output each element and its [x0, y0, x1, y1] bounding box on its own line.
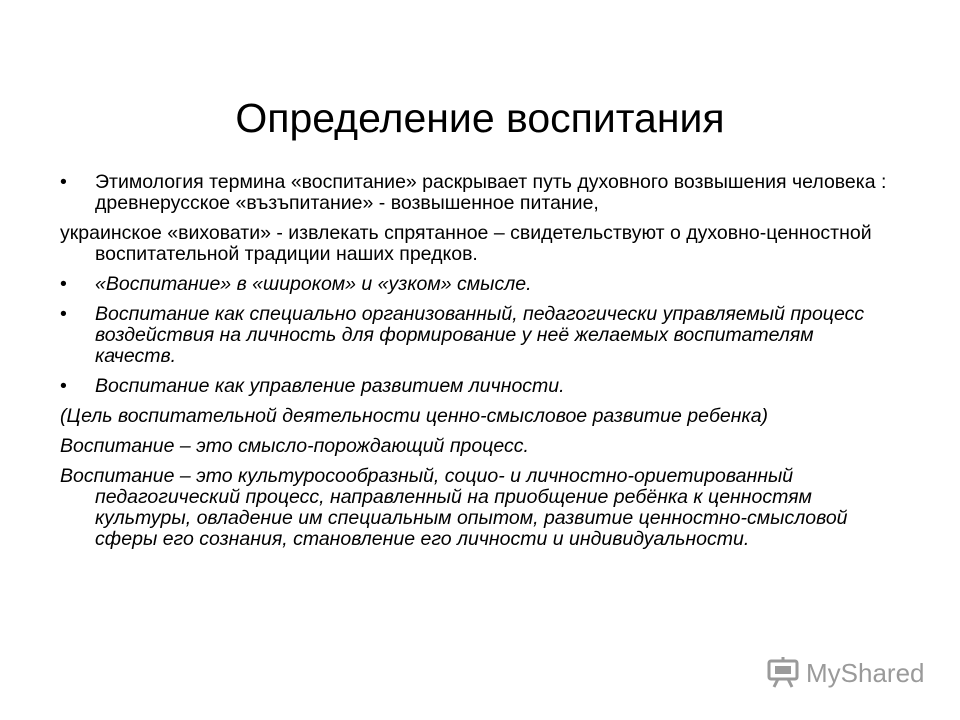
- paragraph-meaning-process: [60, 436, 900, 457]
- bullet-paragraph-broad-narrow: [60, 274, 900, 295]
- presentation-board-icon: [766, 656, 800, 690]
- paragraph-text: Воспитание – это смысло-порождающий процесс.: [60, 435, 529, 457]
- paragraph-text: Этимология термина «воспитание» раскрывает путь духовного возвышения человека : древнерусское «възъпитание» - возвышенное питание,: [95, 171, 887, 214]
- myshared-watermark: [766, 655, 925, 691]
- bullet-marker: •: [60, 273, 67, 295]
- paragraph-text: (Цель воспитательной деятельности ценно-смысловое развитие ребенка): [60, 405, 769, 427]
- paragraph-ukrainian: [60, 223, 900, 265]
- bullet-paragraph-management: [60, 376, 900, 397]
- bullet-marker: •: [60, 171, 67, 193]
- bullet-paragraph-etymology: [60, 172, 900, 214]
- bullet-marker: •: [60, 375, 67, 397]
- paragraph-text: украинское «виховати» - извлекать спрятанное – свидетельствуют о духовно-ценностной воспитательной традиции наших предков.: [60, 222, 872, 265]
- paragraph-text: Воспитание как специально организованный, педагогически управляемый процесс воздействия на личность для формирование у неё желаемых воспитателям качеств.: [95, 303, 865, 367]
- slide-title: Определение воспитания: [235, 95, 725, 142]
- paragraph-text: «Воспитание» в «широком» и «узком» смысле.: [95, 273, 532, 295]
- paragraph-cultural-process: [60, 466, 900, 550]
- paragraph-goal: [60, 406, 900, 427]
- bullet-paragraph-organized-process: [60, 304, 900, 367]
- bullet-marker: •: [60, 303, 67, 325]
- slide-content: [60, 172, 900, 559]
- watermark-text: MyShared: [806, 657, 925, 688]
- paragraph-text: Воспитание как управление развитием личности.: [95, 375, 565, 397]
- paragraph-text: Воспитание – это культуросообразный, социо- и личностно-ориетированный педагогический процесс, направленный на приобщение ребёнка к ценностям культуры, овладение им специальным опытом, развитие ценностно-смысловой сферы его сознания, становление его личности и индивидуальности.: [60, 465, 848, 550]
